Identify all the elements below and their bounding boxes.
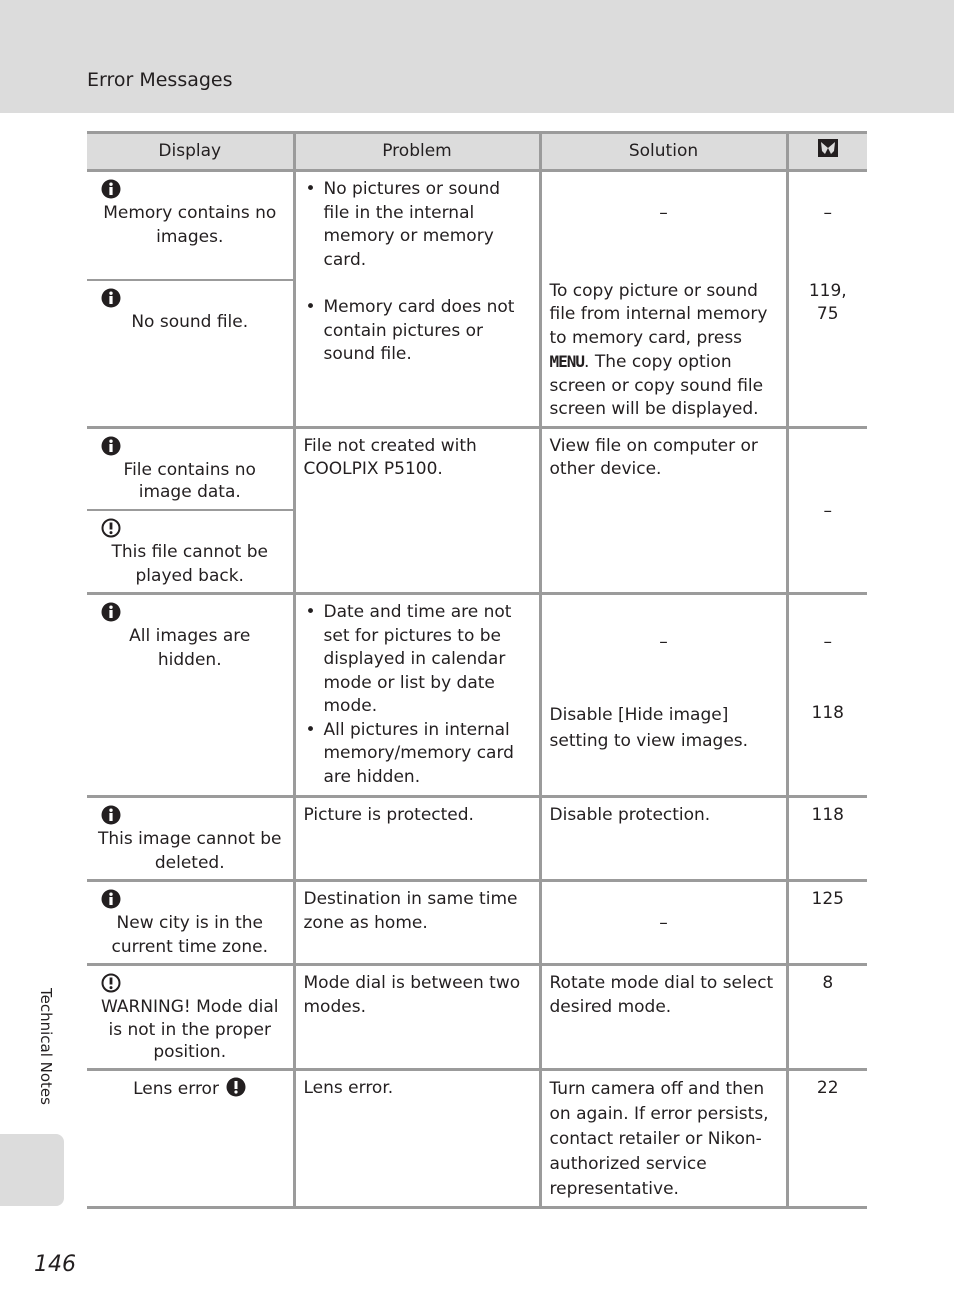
reference-cell: – <box>787 171 867 280</box>
problem-cell <box>294 594 540 797</box>
display-message: WARNING! Mode dial is not in the proper position. <box>100 997 279 1062</box>
menu-button-glyph: MENU <box>549 352 585 371</box>
table-row <box>87 171 867 280</box>
solution-dash: – <box>659 632 668 652</box>
display-cell <box>87 510 294 594</box>
solution-cell <box>540 594 787 797</box>
solution-cell: Turn camera off and then on again. If error persists, contact retailer or Nikon-authorized service representative. <box>540 1069 787 1207</box>
solution-cell: – <box>540 881 787 965</box>
column-header-reference <box>787 133 867 171</box>
solution-cell: View file on computer or other device. <box>540 427 787 594</box>
display-cell <box>87 1069 294 1207</box>
display-message: New city is in the current time zone. <box>111 913 268 957</box>
problem-item: • Memory card does not contain pictures or sound file. <box>324 296 531 367</box>
problem-cell: Picture is protected. <box>294 797 540 881</box>
problem-cell: File not created with COOLPIX P5100. <box>294 427 540 594</box>
problem-cell: Destination in same time zone as home. <box>294 881 540 965</box>
solution-cell: Rotate mode dial to select desired mode. <box>540 965 787 1070</box>
display-message: All images are hidden. <box>129 626 251 670</box>
column-header-problem: Problem <box>294 133 540 171</box>
column-header-display: Display <box>87 133 294 171</box>
problem-item: • No pictures or sound file in the internal memory or memory card. <box>324 178 531 272</box>
reference-cell: – <box>787 427 867 594</box>
reference-cell: 118 <box>787 797 867 881</box>
table-header-row <box>87 133 867 171</box>
display-message: Memory contains no images. <box>103 203 277 247</box>
reference-cell: 22 <box>787 1069 867 1207</box>
display-message: File contains no image data. <box>123 459 256 502</box>
info-icon <box>101 805 121 825</box>
solution-cell: Disable protection. <box>540 797 787 881</box>
section-title: Error Messages <box>87 69 233 91</box>
display-cell <box>87 427 294 510</box>
table-row <box>87 965 867 1070</box>
header-band <box>0 0 954 113</box>
display-message: Lens error <box>133 1078 219 1099</box>
table-row <box>87 881 867 965</box>
table-row <box>87 427 867 510</box>
table-row <box>87 1069 867 1207</box>
page-number: 146 <box>34 1252 76 1277</box>
warning-icon <box>101 973 121 993</box>
error-messages-table <box>87 131 867 1209</box>
display-message: No sound file. <box>131 311 249 332</box>
reference-cell: 8 <box>787 965 867 1070</box>
display-cell <box>87 965 294 1070</box>
display-message: This image cannot be deleted. <box>97 829 282 873</box>
chapter-side-label: Technical Notes <box>37 988 55 1105</box>
display-message: This file cannot be played back. <box>111 542 268 586</box>
problem-item: • All pictures in internal memory/memory card are hidden. <box>324 719 531 790</box>
solution-cell: – <box>540 171 787 280</box>
info-icon <box>101 889 121 909</box>
display-cell <box>87 881 294 965</box>
info-icon <box>101 179 121 199</box>
error-icon <box>226 1077 246 1097</box>
info-icon <box>101 602 121 622</box>
chapter-side-tab <box>0 1134 64 1206</box>
solution-text: Disable [Hide image] setting to view images. <box>549 705 749 751</box>
display-cell <box>87 171 294 280</box>
display-cell <box>87 797 294 881</box>
problem-cell: Lens error. <box>294 1069 540 1207</box>
reference-cell: 119, 75 <box>787 280 867 428</box>
info-icon <box>101 288 121 308</box>
problem-item: • Date and time are not set for pictures to be displayed in calendar mode or list by date mode. <box>324 601 531 719</box>
table-row <box>87 594 867 797</box>
column-header-solution: Solution <box>540 133 787 171</box>
solution-cell: To copy picture or sound file from internal memory to memory card, press MENU. The copy option screen or copy sound file screen will be displayed. <box>540 280 787 428</box>
display-cell <box>87 594 294 797</box>
reference-cell: – 118 <box>787 594 867 797</box>
info-icon <box>101 436 121 456</box>
display-cell <box>87 280 294 428</box>
reference-page-icon <box>817 138 839 158</box>
problem-cell <box>294 171 540 428</box>
reference-cell: 125 <box>787 881 867 965</box>
problem-cell: Mode dial is between two modes. <box>294 965 540 1070</box>
warning-icon <box>101 518 121 538</box>
table-row <box>87 797 867 881</box>
